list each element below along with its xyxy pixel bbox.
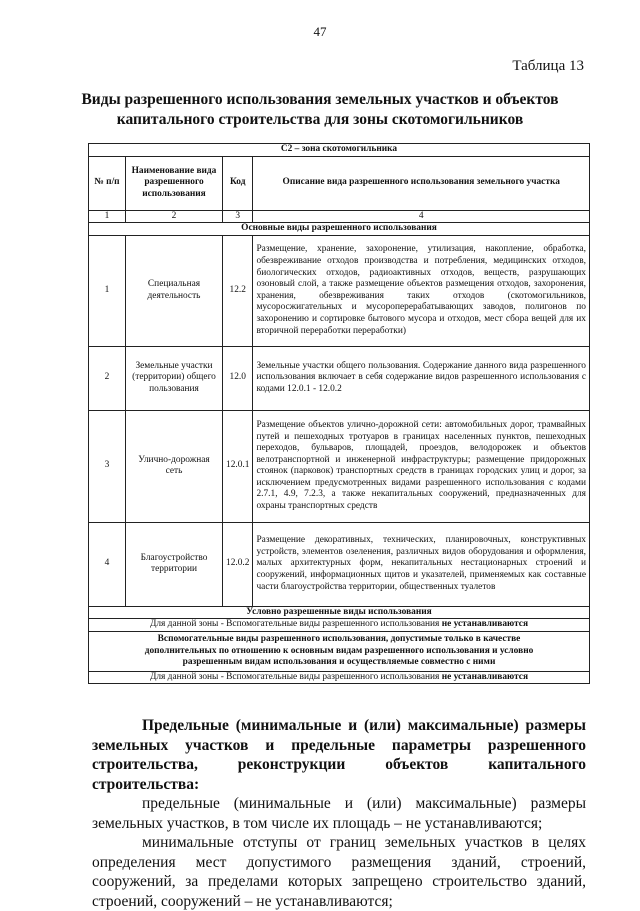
row-num: 3 [89,410,126,522]
page-number: 47 [313,24,327,39]
table-row [89,346,590,410]
section-heading: Предельные (минимальные и (или) максимальные) размеры земельных участков и предельные параметры разрешенного строительства, реконструкции объектов капитального строительства: [92,717,586,793]
aux-note-status: не устанавливаются [441,671,529,682]
header-num: № п/п [89,156,126,210]
header-row [89,156,590,210]
zone-title: С2 – зона скотомогильника [89,144,590,157]
row-desc: Размещение, хранение, захоронение, утилизация, накопление, обработка, обезвреживание отходов производства и потребления, медицинских отходов, биологических отходов, радиоактивных отходов, веществ, разрушающих озоновый слой, а также размещение объектов размещения отходов, захоронения, хранения, обезвреживания таких отходов (скотомогильников, мусоросжигательных и мусороперерабатывающих заводов, полигонов по захоронению и сортировке бытового мусора и отходов, мест сбора вещей для их вторичной переработки переработки) [253,235,590,346]
conditional-note [89,619,590,632]
row-code: 12.0.1 [223,410,253,522]
main-section-title: Основные виды разрешенного использования [89,223,590,236]
paragraph: предельные (минимальные и (или) максимальные) размеры земельных участков, в том числе их площадь – не устанавливаются; [92,795,586,832]
aux-section-row [89,631,590,671]
row-num: 4 [89,522,126,606]
row-name: Специальная деятельность [126,235,223,346]
col-number: 4 [253,210,590,223]
paragraph: минимальные отступы от границ земельных участков в целях определения мест допустимого размещения зданий, строений, сооружений, за пределами которых запрещено строительство зданий, строений, сооружений – не устанавливаются; [92,834,586,910]
main-section-row [89,223,590,236]
col-number: 2 [126,210,223,223]
text-section [92,716,586,911]
table-row [89,235,590,346]
header-name: Наименование вида разрешенного использования [126,156,223,210]
conditional-note-text: Для данной зоны - Вспомогательные виды разрешенного использования [149,619,440,630]
zone-title-row [89,144,590,157]
column-numbers-row [89,210,590,223]
conditional-section-row [89,606,590,619]
permitted-use-table [88,143,590,684]
header-code: Код [223,156,253,210]
conditional-section-title: Условно разрешенные виды использования [89,606,590,619]
document-title: Виды разрешенного использования земельных участков и объектов капитального строительства для зоны скотомогильников [81,91,559,128]
row-code: 12.2 [223,235,253,346]
row-desc: Размещение декоративных, технических, планировочных, конструктивных устройств, элементов озеленения, различных видов оборудования и оформления, малых архитектурных форм, некапитальных нестационарных строений и сооружений, информационных щитов и указателей, применяемых как составные части благоустройства территории, общественных туалетов [253,522,590,606]
row-code: 12.0 [223,346,253,410]
row-name: Благоустройство территории [126,522,223,606]
row-desc: Размещение объектов улично-дорожной сети: автомобильных дорог, трамвайных путей и пешеходных тротуаров в границах населенных пунктов, пешеходных переходов, бульваров, площадей, проездов, велодорожек и объектов велотранспортной и инженерной инфраструктуры; размещение придорожных стоянок (парковок) транспортных средств в границах городских улиц и дорог, за исключением предусмотренных видами разрешенного использования с кодами 2.7.1, 4.9, 7.2.3, а также некапитальных сооружений, предназначенных для охраны транспортных средств [253,410,590,522]
table-row [89,410,590,522]
conditional-note-status: не устанавливаются [441,619,529,630]
conditional-note-row [89,619,590,632]
col-number: 3 [223,210,253,223]
table-row [89,522,590,606]
aux-note-text: Для данной зоны - Вспомогательные виды разрешенного использования [149,671,440,682]
row-code: 12.0.2 [223,522,253,606]
row-name: Улично-дорожная сеть [126,410,223,522]
aux-note-row [89,671,590,684]
col-number: 1 [89,210,126,223]
table-label: Таблица 13 [512,58,584,74]
header-desc: Описание вида разрешенного использования земельного участка [253,156,590,210]
row-name: Земельные участки (территории) общего пользования [126,346,223,410]
aux-section-title: Вспомогательные виды разрешенного использования, допустимые только в качестве дополнительных по отношению к основным видам разрешенного использования и условно разрешенным видам использования и осуществляемые совместно с ними [89,631,590,671]
aux-note [89,671,590,684]
row-num: 2 [89,346,126,410]
row-desc: Земельные участки общего пользования. Содержание данного вида разрешенного использования включает в себя содержание видов разрешенного использования с кодами 12.0.1 - 12.0.2 [253,346,590,410]
row-num: 1 [89,235,126,346]
